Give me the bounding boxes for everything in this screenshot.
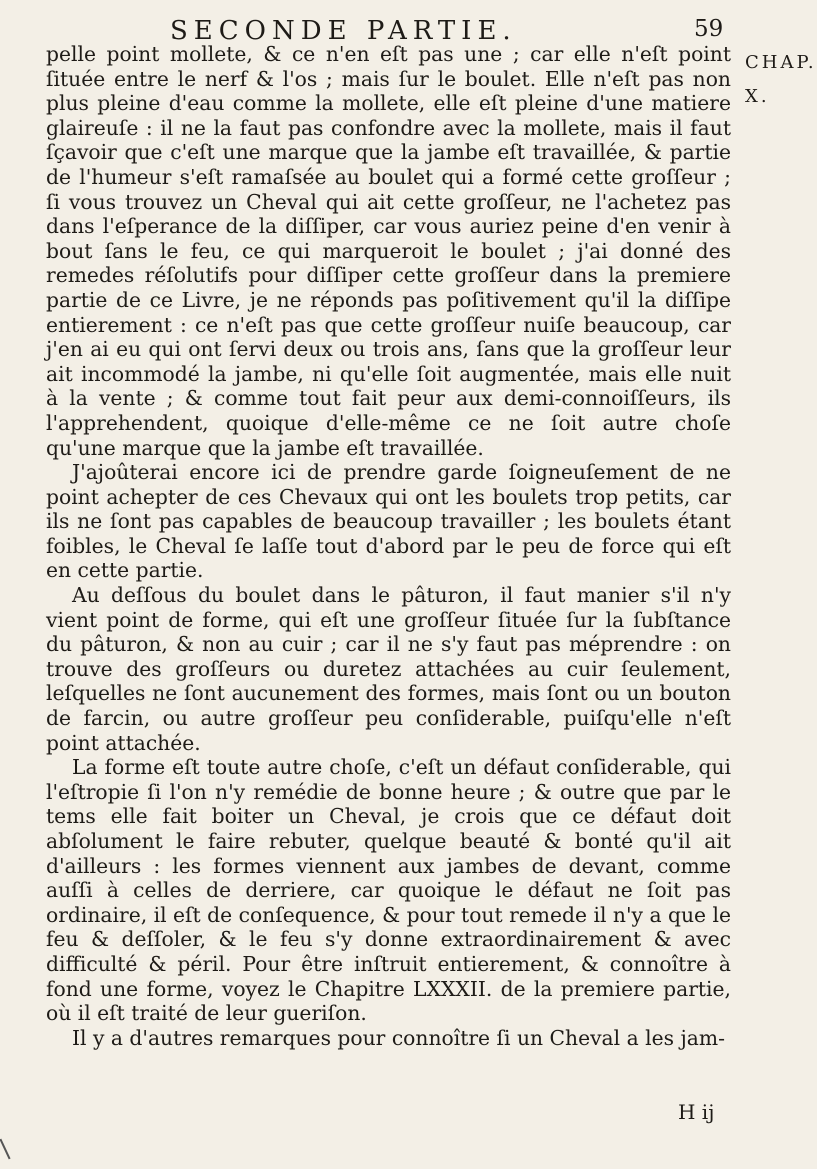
margin-chapter-number: X.	[745, 86, 770, 107]
margin-chapter-label: CHAP.	[745, 52, 817, 73]
running-head: SECONDE PARTIE.	[170, 16, 517, 46]
signature-mark: H ij	[678, 1100, 715, 1124]
body-text	[46, 42, 731, 1050]
paragraph: Il y a d'autres remarques pour connoître ſi un Cheval a les jam-	[72, 1025, 725, 1050]
paragraph: J'ajoûterai encore ici de prendre garde ſoigneuſement de ne point achepter de ces Chevaux qui ont les boulets trop petits, car ils ne ſont pas capables de beaucoup travailler ; les boulets étant foibles, le Cheval ſe laſſe tout d'abord par le peu de force qui eſt en cette partie.	[46, 460, 731, 583]
paragraph-continued: pelle point mollete, & ce n'en eſt pas une ; car elle n'eſt point ſituée entre le nerf & l'os ; mais ſur le boulet. Elle n'eſt pas non plus pleine d'eau comme la mollete, elle eſt pleine d'une matiere glaireuſe : il ne la faut pas confondre avec la mollete, mais il faut ſçavoir que c'eſt une marque que la jambe eſt travaillée, & partie de l'humeur s'eſt ramaſsée au boulet qui a formé cette groſſeur ; ſi vous trouvez un Cheval qui ait cette groſſeur, ne l'achetez pas dans l'eſperance de la diſſiper, car vous auriez peine d'en venir à bout ſans le feu, ce qui marqueroit le boulet ; j'ai donné des remedes réſolutifs pour diſſiper cette groſſeur dans la premiere partie de ce Livre, je ne réponds pas poſitivement qu'il la diſſipe entierement : ce n'eſt pas que cette groſſeur nuiſe beaucoup, car j'en ai eu qui ont ſervi deux ou trois ans, ſans que la groſſeur leur ait incommodé la jambe, ni qu'elle ſoit augmentée, mais elle nuit à la vente ; & comme tout fait peur aux demi-connoiſſeurs, ils l'apprehendent, quoique d'elle-même ce ne ſoit autre choſe qu'une marque que la jambe eſt travaillée.	[46, 42, 731, 460]
page-number: 59	[694, 16, 724, 42]
paragraph: Au deſſous du boulet dans le pâturon, il faut manier s'il n'y vient point de forme, qui eſt une groſſeur ſituée ſur la ſubſtance du pâturon, & non au cuir ; car il ne s'y faut pas méprendre : on trouve des groſſeurs ou duretez attachées au cuir ſeulement, leſquelles ne ſont aucunement des formes, mais ſont ou un bouton de farcin, ou autre groſſeur peu conſiderable, puiſqu'elle n'eſt point attachée.	[46, 583, 731, 755]
margin-chapter-note	[745, 46, 817, 114]
paragraph: La forme eſt toute autre choſe, c'eſt un défaut conſiderable, qui l'eſtropie ſi l'on n'y remédie de bonne heure ; & outre que par le tems elle fait boiter un Cheval, je crois que ce défaut doit abſolument le faire rebuter, quelque beauté & bonté qu'il ait d'ailleurs : les formes viennent aux jambes de devant, comme auſſi à celles de derriere, car quoique le défaut ne ſoit pas ordinaire, il eſt de conſequence, & pour tout remede il n'y a que le feu & deſſoler, & le feu s'y donne extraordinairement & avec difficulté & péril. Pour être inſtruit entierement, & connoître à fond une forme, voyez le Chapitre LXXXII. de la premiere partie, où il eſt traité de leur gueriſon.	[46, 755, 731, 1026]
page-edge-mark	[0, 1139, 11, 1160]
